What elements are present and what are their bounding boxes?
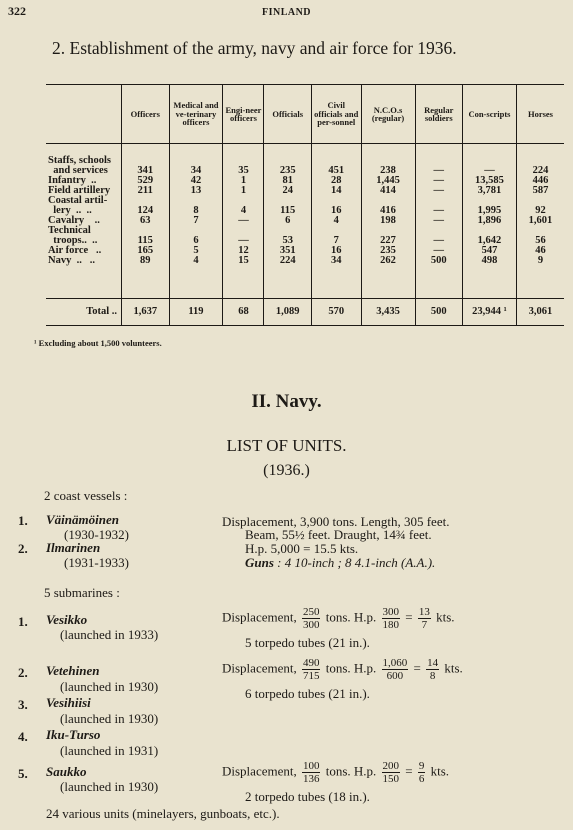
table-cell: 35 1 1 4 — — 12 15 <box>223 144 264 299</box>
table-row <box>46 144 564 299</box>
vessel-name: Ilmarinen <box>46 540 101 555</box>
total-cell: 1,089 <box>264 299 311 326</box>
coast-guns-line <box>245 555 435 571</box>
part-title: II. Navy. <box>251 391 322 412</box>
submarines-heading: 5 submarines : <box>44 585 120 600</box>
column-header: Officers <box>122 85 169 144</box>
coast-desc-line: Beam, 55½ feet. Draught, 14¾ feet. <box>245 527 432 542</box>
list-year: (1936.) <box>263 462 310 479</box>
vessel-launched: (launched in 1931) <box>60 743 159 758</box>
table-cell: 451 28 14 16 4 7 16 34 <box>311 144 361 299</box>
total-cell: 570 <box>311 299 361 326</box>
column-header: Regular soldiers <box>415 85 462 144</box>
column-header: Engi-neer officers <box>223 85 264 144</box>
vessel-name: Väinämöinen <box>46 512 119 527</box>
table-total-row <box>46 299 564 326</box>
vessel-name: Vetehinen <box>46 663 100 678</box>
vetehinen-tubes: 6 torpedo tubes (21 in.). <box>245 686 370 701</box>
item-number: 2. <box>18 665 28 680</box>
column-header: N.C.O.s (regular) <box>361 85 415 144</box>
vessel-years: (1930-1932) <box>64 527 129 542</box>
vessel-years: (1931-1933) <box>64 555 129 570</box>
vessel-launched: (launched in 1933) <box>60 627 159 642</box>
vessel-launched: (launched in 1930) <box>60 711 159 726</box>
item-number: 1. <box>18 513 28 528</box>
guns-label: Guns <box>245 555 274 570</box>
table-cell: 341 529 211 124 63 115 165 89 <box>122 144 169 299</box>
page-number: 322 <box>8 4 26 18</box>
table-cell: — — — — — — — 500 <box>415 144 462 299</box>
column-header: Medical and ve-terinary officers <box>169 85 223 144</box>
total-cell: 500 <box>415 299 462 326</box>
table-cell: 34 42 13 8 7 6 5 4 <box>169 144 223 299</box>
vessel-launched: (launched in 1930) <box>60 679 159 694</box>
item-number: 1. <box>18 614 28 629</box>
column-header: Civil officials and per-sonnel <box>311 85 361 144</box>
total-cell: 3,435 <box>361 299 415 326</box>
total-cell: 3,061 <box>516 299 564 326</box>
column-header <box>46 85 122 144</box>
total-cell: 23,944 ¹ <box>462 299 516 326</box>
table-cell: 238 1,445 414 416 198 227 235 262 <box>361 144 415 299</box>
column-header: Officials <box>264 85 311 144</box>
vessel-launched: (launched in 1930) <box>60 779 159 794</box>
establishment-table <box>46 84 564 326</box>
vessel-name: Saukko <box>46 764 87 779</box>
coast-desc-line: H.p. 5,000 = 15.5 kts. <box>245 541 359 556</box>
vessel-name: Vesikko <box>46 612 88 627</box>
total-label: Total .. <box>46 299 122 326</box>
running-title: FINLAND <box>261 7 312 18</box>
vessel-name: Vesihiisi <box>46 695 91 710</box>
table-header-row <box>46 85 564 144</box>
total-cell: 1,637 <box>122 299 169 326</box>
footnote: ¹ Excluding about 1,500 volunteers. <box>34 338 162 348</box>
coast-vessels-heading: 2 coast vessels : <box>44 488 128 503</box>
row-labels: Staffs, schools and services Infantry .. Field artillery Coastal artil- lery .. .. Cavalry .. Technical troops.. .. Air force .. Navy .. .. <box>46 144 122 299</box>
table-cell: — 13,585 3,781 1,995 1,896 1,642 547 498 <box>462 144 516 299</box>
vetehinen-displacement: Displacement, $\frac{490}{715}$ tons. H.p. $\frac{1,060}{600}$ = $\frac{14}{8}$ kts. <box>222 657 463 682</box>
total-cell: 119 <box>169 299 223 326</box>
guns-text: : 4 10-inch ; 8 4.1-inch (A.A.). <box>273 555 436 570</box>
various-units: 24 various units (minelayers, gunboats, etc.). <box>46 806 280 821</box>
list-title: LIST OF UNITS. <box>226 436 347 455</box>
vessel-name: Iku-Turso <box>46 727 101 742</box>
coast-desc-line: Displacement, 3,900 tons. Length, 305 feet. <box>222 514 450 529</box>
item-number: 5. <box>18 766 28 781</box>
column-header: Con-scripts <box>462 85 516 144</box>
column-header: Horses <box>516 85 564 144</box>
item-number: 2. <box>18 541 28 556</box>
table-cell: 224 446 587 92 1,601 56 46 9 <box>516 144 564 299</box>
vesikko-tubes: 5 torpedo tubes (21 in.). <box>245 635 370 650</box>
saukko-displacement: Displacement, $\frac{100}{136}$ tons. H.p. $\frac{200}{150}$ = $\frac{9}{6}$ kts. <box>222 760 450 785</box>
vesikko-displacement: Displacement, $\frac{250}{300}$ tons. H.p. $\frac{300}{180}$ = $\frac{13}{7}$ kts. <box>222 606 455 631</box>
item-number: 3. <box>18 697 28 712</box>
section-title: 2. Establishment of the army, navy and air force for 1936. <box>52 38 457 58</box>
total-cell: 68 <box>223 299 264 326</box>
item-number: 4. <box>18 729 28 744</box>
table-cell: 235 81 24 115 6 53 351 224 <box>264 144 311 299</box>
saukko-tubes: 2 torpedo tubes (18 in.). <box>245 789 370 804</box>
